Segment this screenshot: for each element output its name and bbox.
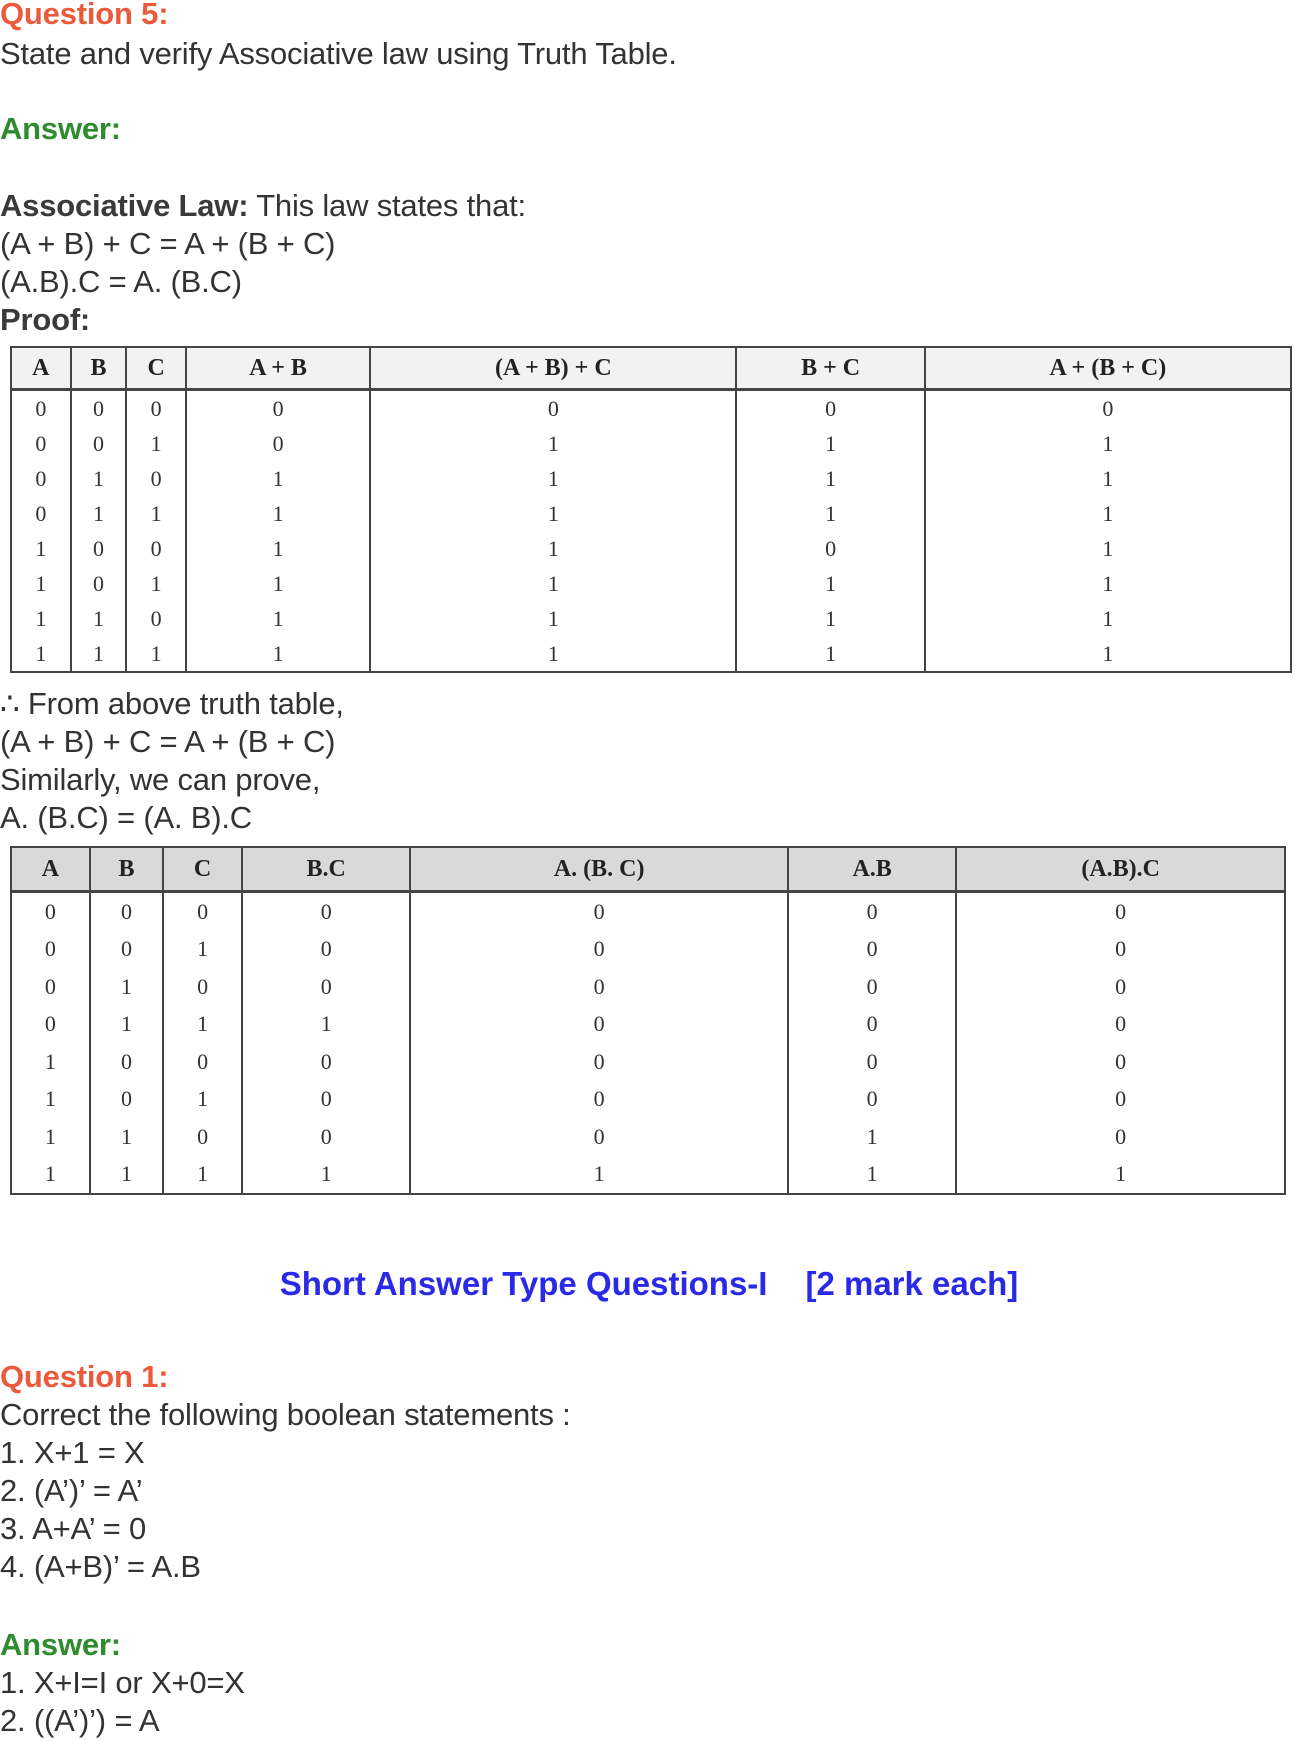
question-5-text: State and verify Associative law using Truth Table. xyxy=(0,36,677,71)
table-cell: 0 xyxy=(186,426,370,461)
table-cell: 1 xyxy=(925,426,1291,461)
column-header: A xyxy=(11,347,71,390)
column-header: A.B xyxy=(788,847,956,892)
table-row xyxy=(11,531,1291,566)
table-cell: 0 xyxy=(71,390,127,427)
table-row xyxy=(11,496,1291,531)
table-cell: 1 xyxy=(11,1081,90,1119)
table-cell: 0 xyxy=(242,1081,410,1119)
table-cell: 0 xyxy=(788,968,956,1006)
table-cell: 0 xyxy=(788,1043,956,1081)
table-cell: 0 xyxy=(956,931,1285,969)
column-header: A + B xyxy=(186,347,370,390)
table-cell: 0 xyxy=(163,968,242,1006)
table-row xyxy=(11,1156,1285,1195)
question-1-heading: Question 1: xyxy=(0,1359,169,1394)
table-row xyxy=(11,931,1285,969)
table-cell: 0 xyxy=(410,1081,787,1119)
question-1-text: Correct the following boolean statements : xyxy=(0,1397,571,1432)
column-header: B + C xyxy=(736,347,924,390)
table-cell: 1 xyxy=(370,461,736,496)
column-header: A. (B. C) xyxy=(410,847,787,892)
table-cell: 0 xyxy=(736,531,924,566)
table-cell: 0 xyxy=(736,390,924,427)
table-row xyxy=(11,636,1291,672)
table-cell: 0 xyxy=(11,461,71,496)
table-cell: 1 xyxy=(925,496,1291,531)
law-label: Associative Law: xyxy=(0,188,249,223)
table-row xyxy=(11,601,1291,636)
table-cell: 1 xyxy=(788,1118,956,1156)
table-cell: 1 xyxy=(410,1156,787,1195)
table-header-row xyxy=(11,847,1285,892)
table-cell: 0 xyxy=(71,566,127,601)
table-row xyxy=(11,566,1291,601)
column-header: C xyxy=(126,347,186,390)
statement-item: 4. (A+B)’ = A.B xyxy=(0,1549,201,1584)
table-cell: 1 xyxy=(11,1156,90,1195)
table-cell: 0 xyxy=(956,1081,1285,1119)
table-cell: 0 xyxy=(71,426,127,461)
table-cell: 1 xyxy=(736,566,924,601)
table-row xyxy=(11,1043,1285,1081)
table-cell: 0 xyxy=(71,531,127,566)
table-cell: 0 xyxy=(163,892,242,931)
table-cell: 0 xyxy=(956,968,1285,1006)
table-cell: 1 xyxy=(736,601,924,636)
table-cell: 1 xyxy=(370,636,736,672)
table-cell: 0 xyxy=(90,1081,163,1119)
table-cell: 0 xyxy=(90,892,163,931)
table-cell: 0 xyxy=(11,931,90,969)
table-cell: 0 xyxy=(11,1006,90,1044)
column-header: A + (B + C) xyxy=(925,347,1291,390)
table-cell: 1 xyxy=(11,1118,90,1156)
table-cell: 0 xyxy=(11,496,71,531)
table-cell: 1 xyxy=(956,1156,1285,1195)
table-cell: 0 xyxy=(242,931,410,969)
table-cell: 1 xyxy=(788,1156,956,1195)
table-cell: 0 xyxy=(956,1043,1285,1081)
table-row xyxy=(11,390,1291,427)
answer-heading: Answer: xyxy=(0,111,121,146)
statement-item: 2. (A’)’ = A’ xyxy=(0,1473,143,1508)
table-cell: 1 xyxy=(370,601,736,636)
table-cell: 1 xyxy=(186,601,370,636)
table-cell: 1 xyxy=(90,968,163,1006)
answer-heading: Answer: xyxy=(0,1627,121,1662)
table-cell: 1 xyxy=(736,636,924,672)
table-cell: 0 xyxy=(90,931,163,969)
table-cell: 0 xyxy=(11,426,71,461)
table-cell: 1 xyxy=(126,636,186,672)
table-cell: 1 xyxy=(11,531,71,566)
table-cell: 1 xyxy=(736,496,924,531)
table-cell: 1 xyxy=(90,1118,163,1156)
table-cell: 0 xyxy=(242,892,410,931)
table-cell: 1 xyxy=(163,931,242,969)
table-cell: 1 xyxy=(370,426,736,461)
table-cell: 1 xyxy=(186,566,370,601)
table-cell: 1 xyxy=(11,566,71,601)
table-cell: 1 xyxy=(90,1156,163,1195)
table-cell: 1 xyxy=(11,601,71,636)
column-header: B xyxy=(90,847,163,892)
section-title: Short Answer Type Questions-I xyxy=(279,1265,768,1302)
table-cell: 0 xyxy=(126,531,186,566)
table-cell: 1 xyxy=(71,461,127,496)
table-cell: 1 xyxy=(736,461,924,496)
table-cell: 1 xyxy=(11,636,71,672)
answer-item: 1. X+I=I or X+0=X xyxy=(0,1665,245,1700)
table-row xyxy=(11,461,1291,496)
column-header: C xyxy=(163,847,242,892)
table-cell: 0 xyxy=(163,1043,242,1081)
column-header: (A.B).C xyxy=(956,847,1285,892)
table-cell: 0 xyxy=(11,892,90,931)
table-cell: 0 xyxy=(410,931,787,969)
table-cell: 0 xyxy=(11,390,71,427)
table-row xyxy=(11,1081,1285,1119)
table-cell: 0 xyxy=(370,390,736,427)
table-cell: 1 xyxy=(925,636,1291,672)
column-header: (A + B) + C xyxy=(370,347,736,390)
table-cell: 0 xyxy=(163,1118,242,1156)
section-marks: [2 mark each] xyxy=(805,1265,1019,1302)
table-cell: 0 xyxy=(186,390,370,427)
table-cell: 0 xyxy=(410,1118,787,1156)
table-cell: 0 xyxy=(956,1006,1285,1044)
table-row xyxy=(11,426,1291,461)
table-cell: 1 xyxy=(71,496,127,531)
table-cell: 0 xyxy=(410,892,787,931)
table-row xyxy=(11,968,1285,1006)
table-cell: 1 xyxy=(90,1006,163,1044)
equation-and: (A.B).C = A. (B.C) xyxy=(0,264,242,299)
table-cell: 0 xyxy=(126,601,186,636)
table-cell: 0 xyxy=(410,1043,787,1081)
equation-or: (A + B) + C = A + (B + C) xyxy=(0,226,336,261)
table-row xyxy=(11,1118,1285,1156)
column-header: A xyxy=(11,847,90,892)
table-cell: 1 xyxy=(370,566,736,601)
table-cell: 1 xyxy=(163,1156,242,1195)
proof-label: Proof: xyxy=(0,302,91,337)
table-cell: 0 xyxy=(788,1006,956,1044)
similarly-text: Similarly, we can prove, xyxy=(0,762,321,797)
table-cell: 0 xyxy=(126,461,186,496)
table-cell: 0 xyxy=(242,1118,410,1156)
table-cell: 1 xyxy=(186,461,370,496)
table-cell: 1 xyxy=(242,1156,410,1195)
table-cell: 1 xyxy=(126,426,186,461)
table-cell: 1 xyxy=(126,496,186,531)
table-cell: 0 xyxy=(410,968,787,1006)
table-cell: 0 xyxy=(788,892,956,931)
table-row xyxy=(11,892,1285,931)
table-cell: 1 xyxy=(925,601,1291,636)
table-cell: 0 xyxy=(11,968,90,1006)
table-cell: 1 xyxy=(126,566,186,601)
table-cell: 0 xyxy=(925,390,1291,427)
table-cell: 1 xyxy=(186,636,370,672)
column-header: B.C xyxy=(242,847,410,892)
table-cell: 0 xyxy=(242,968,410,1006)
table-cell: 1 xyxy=(925,566,1291,601)
truth-table-and xyxy=(10,846,1286,1195)
table-cell: 1 xyxy=(370,496,736,531)
law-statement xyxy=(0,188,526,224)
column-header: B xyxy=(71,347,127,390)
table-cell: 1 xyxy=(242,1006,410,1044)
section-heading xyxy=(0,1264,1298,1304)
conclusion-equation: (A + B) + C = A + (B + C) xyxy=(0,724,336,759)
answer-item: 2. ((A’)’) = A xyxy=(0,1703,160,1738)
law-text: This law states that: xyxy=(248,188,526,223)
table-cell: 1 xyxy=(736,426,924,461)
table-cell: 1 xyxy=(370,531,736,566)
table-cell: 0 xyxy=(956,892,1285,931)
table-cell: 0 xyxy=(410,1006,787,1044)
table-cell: 1 xyxy=(186,531,370,566)
table-cell: 0 xyxy=(242,1043,410,1081)
similarly-equation: A. (B.C) = (A. B).C xyxy=(0,800,252,835)
table-cell: 1 xyxy=(925,461,1291,496)
table-cell: 1 xyxy=(925,531,1291,566)
table-cell: 1 xyxy=(186,496,370,531)
conclusion-text: ∴ From above truth table, xyxy=(0,686,344,721)
table-cell: 1 xyxy=(71,636,127,672)
question-5-heading: Question 5: xyxy=(0,0,169,31)
table-cell: 1 xyxy=(11,1043,90,1081)
table-cell: 0 xyxy=(126,390,186,427)
table-cell: 1 xyxy=(163,1006,242,1044)
table-header-row xyxy=(11,347,1291,390)
table-cell: 0 xyxy=(956,1118,1285,1156)
table-cell: 0 xyxy=(788,1081,956,1119)
table-row xyxy=(11,1006,1285,1044)
table-cell: 0 xyxy=(90,1043,163,1081)
statement-item: 1. X+1 = X xyxy=(0,1435,145,1470)
table-cell: 1 xyxy=(163,1081,242,1119)
table-cell: 1 xyxy=(71,601,127,636)
table-cell: 0 xyxy=(788,931,956,969)
statement-item: 3. A+A’ = 0 xyxy=(0,1511,147,1546)
truth-table-or xyxy=(10,346,1292,673)
